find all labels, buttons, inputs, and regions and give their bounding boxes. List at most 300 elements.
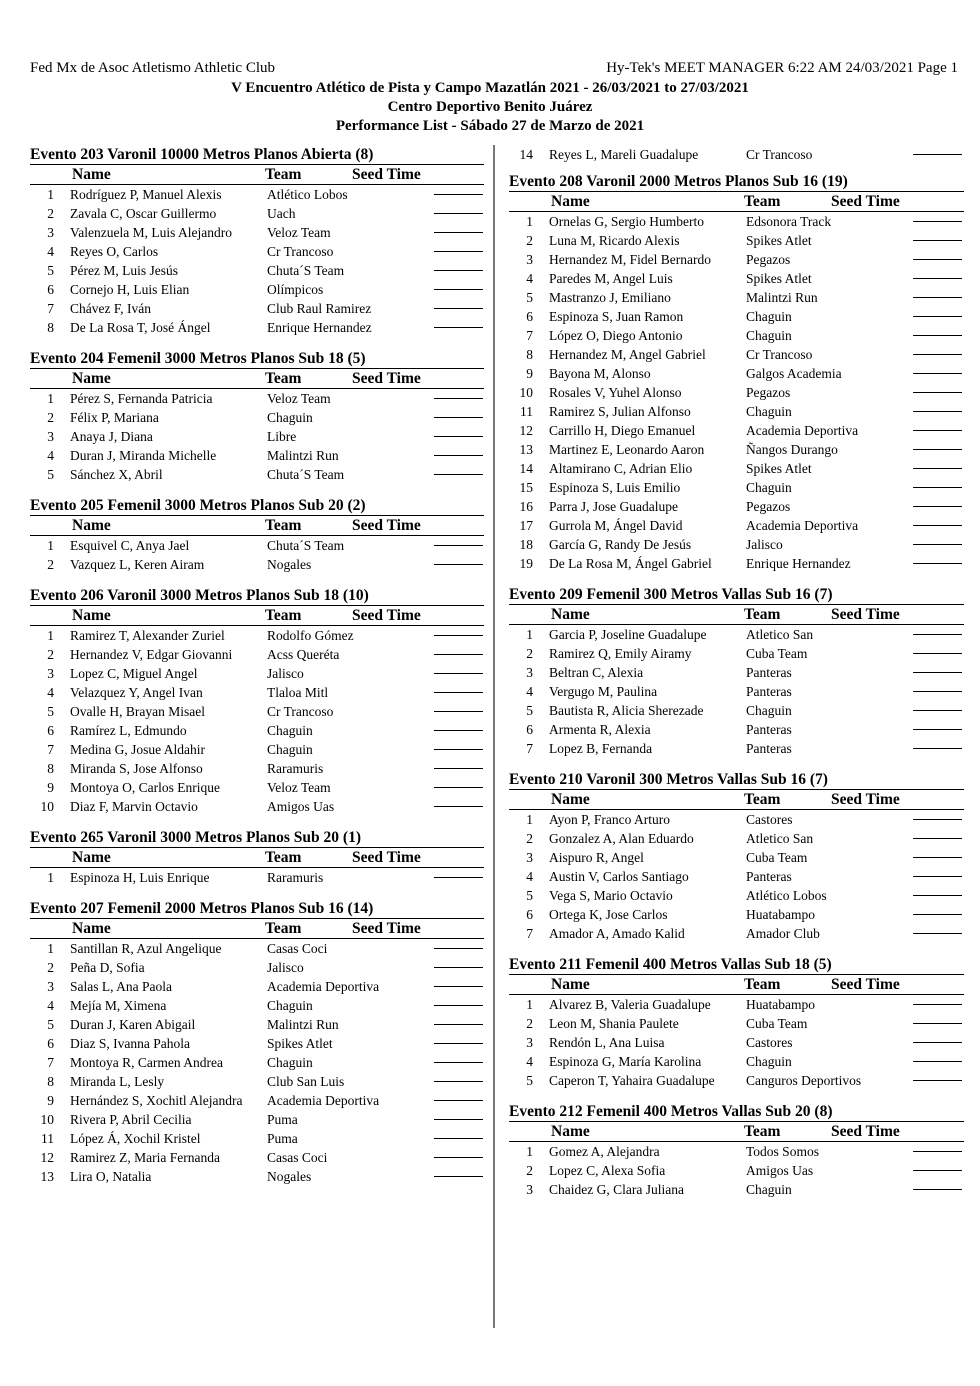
athlete-name: Espinoza S, Juan Ramon — [549, 309, 684, 324]
team-name: Huatabampo — [746, 997, 815, 1012]
seed-time-blank — [434, 787, 483, 788]
athlete-name: Austin V, Carlos Santiago — [549, 869, 689, 884]
entry-number: 2 — [526, 646, 533, 661]
entry-row — [30, 1015, 484, 1034]
team-name: Enrique Hernandez — [746, 556, 851, 571]
athlete-name: Cornejo H, Luis Elian — [70, 282, 190, 297]
seed-time-blank — [434, 711, 483, 712]
entry-number: 1 — [526, 214, 533, 229]
athlete-name: Luna M, Ricardo Alexis — [549, 233, 680, 248]
team-name: Canguros Deportivos — [746, 1073, 862, 1088]
team-name: Chaguin — [746, 480, 792, 495]
column-header-row — [30, 369, 484, 389]
entry-number: 8 — [47, 1074, 54, 1089]
team-name: Pegazos — [746, 252, 791, 267]
entry-row — [30, 664, 484, 683]
event-block — [30, 586, 484, 816]
athlete-name: Félix P, Mariana — [70, 410, 159, 425]
entry-number: 6 — [526, 309, 533, 324]
column-header-row — [30, 516, 484, 536]
athlete-name: Espinoza H, Luis Enrique — [70, 870, 210, 885]
entry-number: 5 — [526, 703, 533, 718]
team-name: Jalisco — [746, 537, 783, 552]
team-name: Spikes Atlet — [746, 461, 812, 476]
entry-row — [30, 977, 484, 996]
entry-row — [509, 1071, 964, 1090]
entry-row — [509, 1180, 964, 1199]
team-name: Veloz Team — [267, 225, 331, 240]
team-name: Cr Trancoso — [746, 347, 813, 362]
event-title: Evento 204 Femenil 3000 Metros Planos Sub 18 (5) — [30, 349, 484, 369]
team-name: Pegazos — [746, 499, 791, 514]
entry-row — [509, 535, 964, 554]
seed-time-blank — [913, 895, 962, 896]
seed-time-blank — [434, 635, 483, 636]
entry-number: 5 — [47, 704, 54, 719]
entry-number: 4 — [526, 1054, 533, 1069]
entry-row — [509, 307, 964, 326]
athlete-name: Paredes M, Angel Luis — [549, 271, 673, 286]
team-name: Chaguin — [267, 742, 313, 757]
team-name: Atlético Lobos — [267, 187, 348, 202]
team-name: Chaguin — [746, 309, 792, 324]
entry-row — [509, 644, 964, 663]
athlete-name: Medina G, Josue Aldahir — [70, 742, 205, 757]
event-title: Evento 207 Femenil 2000 Metros Planos Sub 16 (14) — [30, 899, 484, 919]
seed-time-blank — [913, 411, 962, 412]
athlete-name: Velazquez Y, Angel Ivan — [70, 685, 203, 700]
team-name: Enrique Hernandez — [267, 320, 372, 335]
athlete-name: Ovalle H, Brayan Misael — [70, 704, 205, 719]
name-column-header: Name — [551, 976, 590, 993]
athlete-name: Esquivel C, Anya Jael — [70, 538, 190, 553]
seed-time-blank — [434, 967, 483, 968]
seed-time-blank — [434, 654, 483, 655]
entry-number: 9 — [526, 366, 533, 381]
entry-number: 2 — [526, 233, 533, 248]
entry-number: 10 — [519, 385, 533, 400]
entry-row — [30, 626, 484, 645]
column-header-row — [30, 606, 484, 626]
seed-time-blank — [434, 289, 483, 290]
entry-number: 1 — [47, 538, 54, 553]
entry-row — [509, 1033, 964, 1052]
entry-number: 4 — [47, 685, 54, 700]
athlete-name: Hernandez M, Angel Gabriel — [549, 347, 706, 362]
entry-number: 1 — [526, 1144, 533, 1159]
entry-number: 6 — [47, 1036, 54, 1051]
entry-row — [509, 459, 964, 478]
athlete-name: Reyes L, Mareli Guadalupe — [549, 147, 699, 162]
team-name: Panteras — [746, 665, 792, 680]
athlete-name: Vergugo M, Paulina — [549, 684, 658, 699]
athlete-name: Miranda S, Jose Alfonso — [70, 761, 203, 776]
entry-row — [30, 1091, 484, 1110]
entry-number: 13 — [40, 1169, 54, 1184]
athlete-name: Montoya O, Carlos Enrique — [70, 780, 220, 795]
event-title: Evento 212 Femenil 400 Metros Vallas Sub 20 (8) — [509, 1102, 964, 1122]
event-title: Evento 209 Femenil 300 Metros Vallas Sub 16 (7) — [509, 585, 964, 605]
entry-number: 6 — [47, 282, 54, 297]
team-name: Chaguin — [267, 1055, 313, 1070]
entry-number: 1 — [47, 870, 54, 885]
seed-time-blank — [913, 1004, 962, 1005]
athlete-name: De La Rosa M, Ángel Gabriel — [549, 556, 712, 571]
left-column — [30, 145, 484, 1198]
entry-number: 19 — [519, 556, 533, 571]
athlete-name: Peña D, Sofia — [70, 960, 145, 975]
team-name: Nogales — [267, 557, 312, 572]
athlete-name: Duran J, Miranda Michelle — [70, 448, 217, 463]
entry-number: 4 — [47, 448, 54, 463]
column-header-row — [30, 165, 484, 185]
entry-number: 4 — [526, 684, 533, 699]
seed-time-column-header: Seed Time — [352, 370, 421, 387]
team-name: Nogales — [267, 1169, 312, 1184]
entry-row — [509, 810, 964, 829]
seed-time-blank — [434, 806, 483, 807]
entry-number: 9 — [47, 780, 54, 795]
entry-number: 6 — [526, 722, 533, 737]
team-name: Raramuris — [267, 870, 324, 885]
entry-number: 1 — [47, 941, 54, 956]
entry-row — [509, 288, 964, 307]
seed-time-blank — [434, 270, 483, 271]
entry-row — [509, 829, 964, 848]
column-divider — [493, 145, 495, 1328]
team-name: Cr Trancoso — [267, 244, 334, 259]
name-column-header: Name — [72, 920, 111, 937]
entry-row — [30, 797, 484, 816]
team-column-header: Team — [744, 1123, 781, 1140]
seed-time-blank — [434, 474, 483, 475]
team-name: Spikes Atlet — [267, 1036, 333, 1051]
column-header-row — [509, 1122, 964, 1142]
seed-time-blank — [913, 430, 962, 431]
athlete-name: Santillan R, Azul Angelique — [70, 941, 222, 956]
entry-number: 5 — [526, 290, 533, 305]
team-column-header: Team — [265, 517, 302, 534]
entry-number: 1 — [47, 628, 54, 643]
entry-row — [30, 1129, 484, 1148]
event-block — [30, 349, 484, 484]
athlete-name: Martinez E, Leonardo Aaron — [549, 442, 705, 457]
entry-number: 2 — [526, 831, 533, 846]
athlete-name: Amador A, Amado Kalid — [549, 926, 685, 941]
team-name: Edsonora Track — [746, 214, 832, 229]
team-name: Veloz Team — [267, 391, 331, 406]
entry-row — [30, 1110, 484, 1129]
team-name: Chaguin — [267, 723, 313, 738]
event-block — [30, 145, 484, 337]
entry-row — [509, 212, 964, 231]
event-block — [30, 899, 484, 1186]
entry-row — [30, 280, 484, 299]
entry-row — [30, 645, 484, 664]
entry-row — [509, 848, 964, 867]
seed-time-blank — [913, 449, 962, 450]
seed-time-blank — [913, 857, 962, 858]
entry-number: 17 — [519, 518, 533, 533]
list-title: Performance List - Sábado 27 de Marzo de 2021 — [335, 118, 645, 134]
entry-row — [509, 995, 964, 1014]
seed-time-blank — [434, 730, 483, 731]
name-column-header: Name — [72, 370, 111, 387]
athlete-name: Chávez F, Iván — [70, 301, 152, 316]
athlete-name: García G, Randy De Jesús — [549, 537, 692, 552]
team-name: Club Raul Ramirez — [267, 301, 372, 316]
team-name: Chaguin — [746, 1054, 792, 1069]
seed-time-blank — [434, 564, 483, 565]
team-name: Galgos Academia — [746, 366, 842, 381]
seed-time-blank — [913, 729, 962, 730]
athlete-name: Zavala C, Oscar Guillermo — [70, 206, 217, 221]
entry-number: 3 — [526, 1035, 533, 1050]
team-name: Veloz Team — [267, 780, 331, 795]
event-title: Evento 203 Varonil 10000 Metros Planos Abierta (8) — [30, 145, 484, 165]
entry-number: 1 — [526, 997, 533, 1012]
entry-number: 1 — [526, 627, 533, 642]
entry-number: 3 — [47, 225, 54, 240]
entry-number: 8 — [526, 347, 533, 362]
team-name: Uach — [267, 206, 296, 221]
entry-number: 14 — [519, 147, 533, 162]
column-header-row — [30, 848, 484, 868]
entry-row — [509, 1014, 964, 1033]
team-name: Spikes Atlet — [746, 233, 812, 248]
athlete-name: Beltran C, Alexia — [549, 665, 644, 680]
team-name: Chaguin — [746, 703, 792, 718]
athlete-name: Duran J, Karen Abigail — [70, 1017, 196, 1032]
athlete-name: Ramirez T, Alexander Zuriel — [70, 628, 225, 643]
athlete-name: Salas L, Ana Paola — [70, 979, 172, 994]
team-name: Ñangos Durango — [746, 442, 838, 457]
entry-number: 2 — [47, 557, 54, 572]
entry-number: 3 — [526, 1182, 533, 1197]
name-column-header: Name — [551, 791, 590, 808]
athlete-name: Pérez M, Luis Jesús — [70, 263, 178, 278]
seed-time-blank — [913, 221, 962, 222]
athlete-name: Montoya R, Carmen Andrea — [70, 1055, 223, 1070]
team-name: Academia Deportiva — [746, 518, 859, 533]
team-name: Tlaloa Mitl — [267, 685, 329, 700]
entry-row — [509, 345, 964, 364]
seed-time-blank — [913, 468, 962, 469]
entry-row — [30, 1167, 484, 1186]
seed-time-blank — [434, 692, 483, 693]
seed-time-blank — [913, 1023, 962, 1024]
entry-number: 4 — [47, 244, 54, 259]
entry-row — [30, 299, 484, 318]
athlete-name: Lopez B, Fernanda — [549, 741, 653, 756]
entry-number: 7 — [526, 741, 533, 756]
entry-row — [30, 465, 484, 484]
team-name: Chaguin — [746, 328, 792, 343]
entry-number: 2 — [47, 206, 54, 221]
athlete-name: De La Rosa T, José Ángel — [70, 320, 211, 335]
team-name: Chuta´S Team — [267, 263, 345, 278]
team-name: Chaguin — [746, 404, 792, 419]
name-column-header: Name — [72, 517, 111, 534]
athlete-name: Hernandez V, Edgar Giovanni — [70, 647, 233, 662]
entry-row — [509, 269, 964, 288]
seed-time-blank — [434, 455, 483, 456]
seed-time-blank — [913, 373, 962, 374]
name-column-header: Name — [72, 849, 111, 866]
entry-number: 7 — [526, 926, 533, 941]
seed-time-blank — [913, 819, 962, 820]
meet-title: V Encuentro Atlético de Pista y Campo Mazatlán 2021 - 26/03/2021 to 27/03/2021 — [231, 80, 749, 96]
entry-number: 12 — [519, 423, 533, 438]
meet-title-block — [0, 79, 980, 136]
entry-number: 15 — [519, 480, 533, 495]
entry-number: 5 — [47, 263, 54, 278]
seed-time-blank — [913, 506, 962, 507]
entry-row — [30, 427, 484, 446]
venue: Centro Deportivo Benito Juárez — [387, 99, 593, 115]
seed-time-column-header: Seed Time — [831, 976, 900, 993]
entry-number: 7 — [526, 328, 533, 343]
continued-row — [509, 145, 964, 164]
column-header-row — [509, 790, 964, 810]
event-title: Evento 265 Varonil 3000 Metros Planos Sub 20 (1) — [30, 828, 484, 848]
team-name: Panteras — [746, 741, 792, 756]
team-name: Puma — [267, 1131, 298, 1146]
athlete-name: Diaz S, Ivanna Pahola — [70, 1036, 190, 1051]
athlete-name: Diaz F, Marvin Octavio — [70, 799, 198, 814]
entry-row — [509, 1142, 964, 1161]
entry-number: 3 — [47, 666, 54, 681]
athlete-name: Leon M, Shania Paulete — [549, 1016, 679, 1031]
athlete-name: Valenzuela M, Luis Alejandro — [70, 225, 232, 240]
athlete-name: Gurrola M, Ángel David — [549, 518, 683, 533]
seed-time-blank — [913, 710, 962, 711]
athlete-name: Carrillo H, Diego Emanuel — [549, 423, 696, 438]
seed-time-blank — [434, 768, 483, 769]
athlete-name: Ornelas G, Sergio Humberto — [549, 214, 704, 229]
entry-row — [30, 446, 484, 465]
seed-time-blank — [434, 749, 483, 750]
seed-time-blank — [913, 838, 962, 839]
entry-number: 7 — [47, 301, 54, 316]
entry-row — [509, 421, 964, 440]
team-name: Academia Deportiva — [267, 979, 380, 994]
seed-time-blank — [913, 1151, 962, 1152]
entry-number: 14 — [519, 461, 533, 476]
team-name: Malintzi Run — [746, 290, 818, 305]
seed-time-blank — [434, 1157, 483, 1158]
athlete-name: Rodríguez P, Manuel Alexis — [70, 187, 222, 202]
seed-time-blank — [913, 672, 962, 673]
entry-row — [509, 1161, 964, 1180]
entry-row — [509, 364, 964, 383]
entry-row — [509, 402, 964, 421]
team-name: Chaguin — [267, 998, 313, 1013]
team-column-header: Team — [744, 193, 781, 210]
seed-time-column-header: Seed Time — [352, 849, 421, 866]
team-name: Chuta´S Team — [267, 467, 345, 482]
team-name: Pegazos — [746, 385, 791, 400]
event-block — [509, 1102, 964, 1199]
team-name: Spikes Atlet — [746, 271, 812, 286]
seed-time-blank — [434, 398, 483, 399]
entry-number: 1 — [47, 391, 54, 406]
seed-time-blank — [434, 232, 483, 233]
seed-time-blank — [434, 877, 483, 878]
event-title: Evento 208 Varonil 2000 Metros Planos Sub 16 (19) — [509, 172, 964, 192]
entry-row — [509, 554, 964, 573]
athlete-name: Ramirez Z, Maria Fernanda — [70, 1150, 220, 1165]
event-title: Evento 211 Femenil 400 Metros Vallas Sub 18 (5) — [509, 955, 964, 975]
entry-number: 3 — [526, 850, 533, 865]
entry-row — [509, 231, 964, 250]
athlete-name: Rosales V, Yuhel Alonso — [549, 385, 682, 400]
right-column — [509, 145, 964, 1211]
team-name: Cuba Team — [746, 1016, 808, 1031]
team-name: Casas Coci — [267, 941, 328, 956]
athlete-name: Espinoza G, María Karolina — [549, 1054, 702, 1069]
team-name: Panteras — [746, 869, 792, 884]
seed-time-blank — [434, 436, 483, 437]
seed-time-column-header: Seed Time — [831, 193, 900, 210]
seed-time-blank — [913, 691, 962, 692]
event-block — [509, 770, 964, 943]
entry-row — [509, 478, 964, 497]
entry-row — [30, 318, 484, 337]
entry-row — [30, 996, 484, 1015]
event-block — [30, 828, 484, 887]
seed-time-blank — [434, 1119, 483, 1120]
entry-number: 18 — [519, 537, 533, 552]
entry-row — [509, 905, 964, 924]
team-column-header: Team — [744, 791, 781, 808]
seed-time-blank — [434, 1062, 483, 1063]
athlete-name: Sánchez X, Abril — [70, 467, 163, 482]
team-name: Cuba Team — [746, 646, 808, 661]
name-column-header: Name — [551, 1123, 590, 1140]
team-name: Panteras — [746, 722, 792, 737]
entry-row — [509, 440, 964, 459]
seed-time-blank — [434, 1138, 483, 1139]
entry-number: 3 — [526, 252, 533, 267]
athlete-name: Espinoza S, Luis Emilio — [549, 480, 681, 495]
entry-number: 2 — [47, 960, 54, 975]
athlete-name: Mejía M, Ximena — [70, 998, 167, 1013]
team-name: Amigos Uas — [267, 799, 335, 814]
entry-number: 5 — [526, 1073, 533, 1088]
entry-number: 6 — [526, 907, 533, 922]
entry-row — [509, 383, 964, 402]
entry-number: 12 — [40, 1150, 54, 1165]
column-header-row — [30, 919, 484, 939]
seed-time-blank — [913, 563, 962, 564]
entry-row — [30, 778, 484, 797]
team-name: Malintzi Run — [267, 448, 339, 463]
team-name: Amador Club — [746, 926, 820, 941]
seed-time-blank — [913, 1170, 962, 1171]
entry-number: 4 — [526, 869, 533, 884]
seed-time-blank — [913, 544, 962, 545]
entry-row — [30, 702, 484, 721]
entry-row — [509, 497, 964, 516]
entry-row — [30, 868, 484, 887]
seed-time-blank — [913, 392, 962, 393]
entry-number: 8 — [47, 320, 54, 335]
name-column-header: Name — [72, 166, 111, 183]
seed-time-blank — [913, 1189, 962, 1190]
team-name: Jalisco — [267, 960, 304, 975]
entry-number: 6 — [47, 723, 54, 738]
